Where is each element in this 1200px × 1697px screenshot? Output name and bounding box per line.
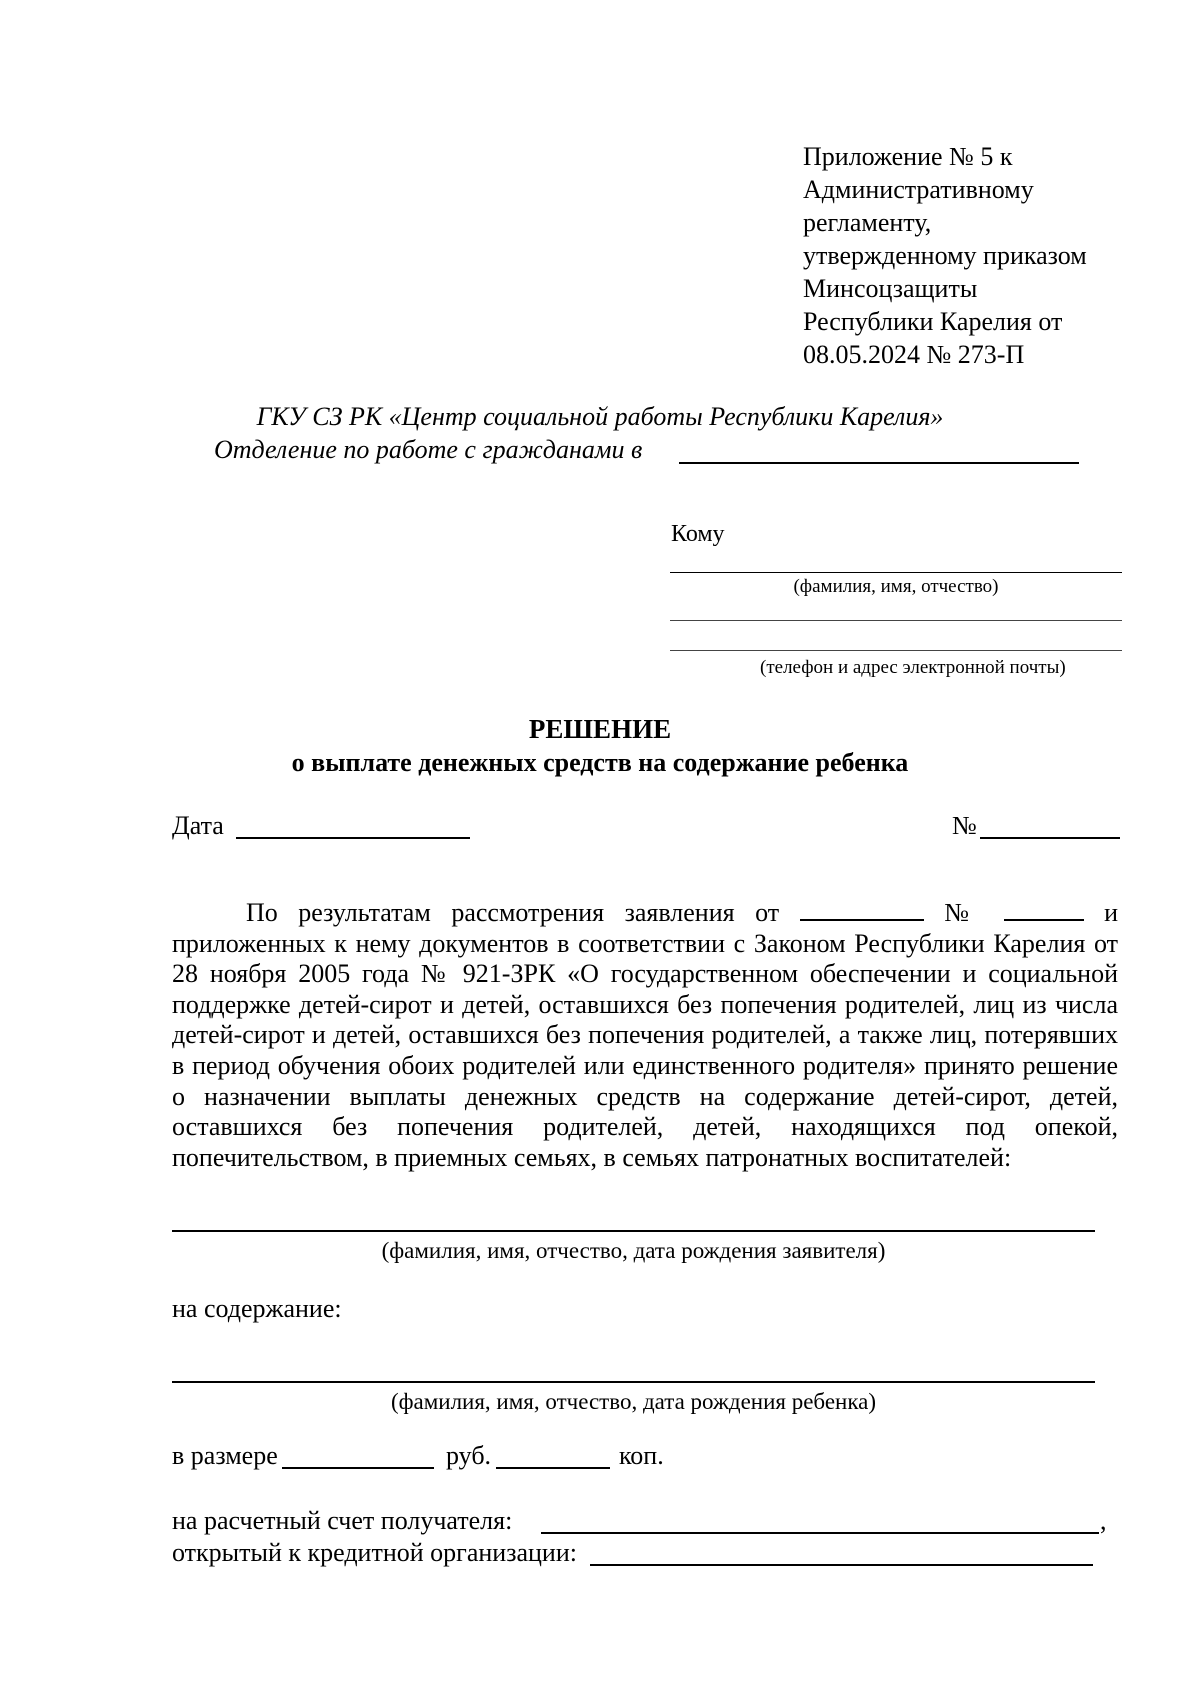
- appendix-line: Республики Карелия от: [803, 307, 1063, 336]
- body-line: детей-сирот и детей, оставшихся без попечения родителей, а также лиц, потерявших: [172, 1020, 1118, 1050]
- bank-label: открытый к кредитной организации:: [172, 1538, 577, 1567]
- body-line: попечительством, в приемных семьях, в семьях патронатных воспитателей:: [172, 1142, 1012, 1172]
- number-label: №: [952, 811, 977, 840]
- child-blank[interactable]: [172, 1357, 1095, 1383]
- maintenance-label: на содержание:: [172, 1294, 342, 1323]
- recipient-name-caption: (фамилия, имя, отчество): [793, 576, 999, 597]
- number-blank[interactable]: [980, 813, 1120, 839]
- application-date-blank[interactable]: [800, 897, 924, 921]
- body-line: 28 ноября 2005 года № 921-ЗРК «О государственном обеспечении и социальной: [172, 959, 1118, 989]
- body-line1-number: №: [944, 898, 984, 927]
- decision-body: [172, 897, 1118, 1173]
- organization-name: ГКУ СЗ РК «Центр социальной работы Республики Карелия»: [256, 402, 944, 431]
- department-label: Отделение по работе с гражданами в: [214, 435, 643, 464]
- child-caption: (фамилия, имя, отчество, дата рождения ребенка): [390, 1389, 877, 1414]
- applicant-blank[interactable]: [172, 1206, 1095, 1232]
- body-line: приложенных к нему документов в соответствии с Законом Республики Карелия от: [172, 928, 1118, 958]
- bank-blank[interactable]: [590, 1540, 1093, 1566]
- body-line: оставшихся без попечения родителей, детей, находящихся под опекой,: [172, 1112, 1118, 1142]
- account-comma: ,: [1100, 1506, 1107, 1535]
- appendix-block: [803, 140, 1143, 371]
- application-number-blank[interactable]: [1004, 897, 1084, 921]
- amount-rub-blank[interactable]: [282, 1443, 434, 1469]
- amount-kop-blank[interactable]: [496, 1443, 610, 1469]
- date-label: Дата: [172, 811, 224, 840]
- document-title: РЕШЕНИЕ: [528, 714, 672, 744]
- amount-label: в размере: [172, 1441, 278, 1470]
- recipient-name-blank[interactable]: [670, 548, 1122, 573]
- body-line1-end: и: [1104, 898, 1119, 927]
- body-line: о назначении выплаты денежных средств на содержание детей-сирот, детей,: [172, 1081, 1118, 1111]
- body-line: в период обучения обоих родителей или единственного родителя» принято решение: [172, 1050, 1118, 1080]
- appendix-line: Административному: [803, 175, 1034, 204]
- appendix-line: утвержденному приказом: [803, 241, 1087, 270]
- appendix-line: Приложение № 5 к: [803, 142, 1013, 171]
- amount-rub-label: руб.: [446, 1441, 492, 1470]
- account-label: на расчетный счет получателя:: [172, 1506, 513, 1535]
- body-line1-text: По результатам рассмотрения заявления от: [246, 898, 780, 927]
- body-line: поддержке детей-сирот и детей, оставшихся без попечения родителей, лиц из числа: [172, 989, 1118, 1019]
- recipient-label: Кому: [671, 521, 725, 547]
- date-blank[interactable]: [236, 813, 470, 839]
- recipient-contact-blank-2[interactable]: [670, 630, 1122, 651]
- appendix-line: регламенту,: [803, 208, 932, 237]
- amount-kop-label: коп.: [619, 1441, 664, 1470]
- appendix-line: Минсоцзащиты: [803, 274, 978, 303]
- applicant-caption: (фамилия, имя, отчество, дата рождения заявителя): [381, 1238, 886, 1263]
- department-blank[interactable]: [679, 438, 1079, 464]
- document-subtitle: о выплате денежных средств на содержание ребенка: [291, 748, 909, 777]
- appendix-line: 08.05.2024 № 273-П: [803, 340, 1025, 369]
- recipient-contact-caption: (телефон и адрес электронной почты): [760, 657, 1066, 678]
- recipient-contact-blank-1[interactable]: [670, 600, 1122, 621]
- body-first-line: [172, 897, 1118, 929]
- account-blank[interactable]: [541, 1508, 1099, 1534]
